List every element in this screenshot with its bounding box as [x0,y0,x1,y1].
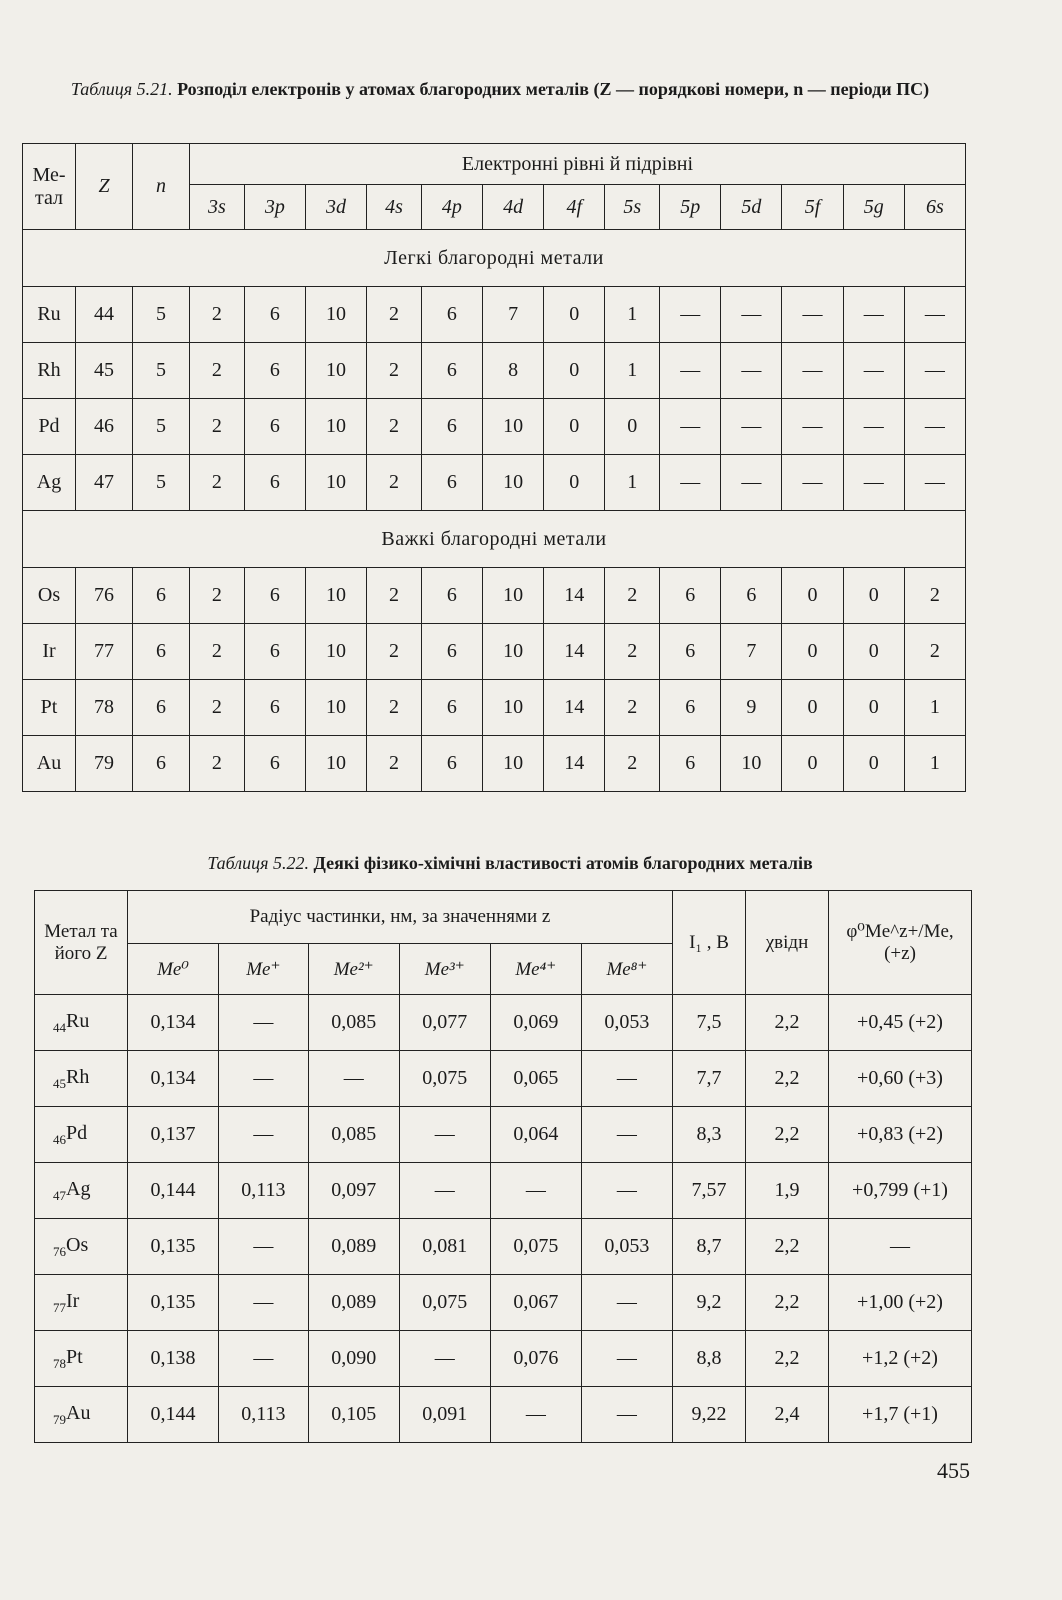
table-cell: 2 [367,287,422,343]
table-cell: 10 [305,680,366,736]
sublevel-header: 3d [305,185,366,230]
table-cell: 79 [76,736,133,792]
metal-symbol: Pt [66,1345,83,1368]
table-cell: 0 [843,624,904,680]
radius-value: — [219,1331,309,1387]
table-cell: 5 [133,343,190,399]
table-row [35,1387,972,1443]
table-cell: 1 [904,680,965,736]
table-cell: 10 [483,680,544,736]
potential-value: +1,7 (+1) [829,1387,972,1443]
table-cell: — [660,399,721,455]
table-cell: 6 [660,680,721,736]
metal-symbol: Au [23,736,76,792]
table-cell: 6 [244,455,305,511]
table-cell: 0 [843,680,904,736]
table-cell: 0 [782,680,843,736]
table-cell: 2 [605,568,660,624]
table-cell: 2 [190,736,245,792]
table-5-21-title: Розподіл електронів у атомах благородних металів (Z — порядкові номери, n — періоди ПС) [177,79,930,99]
radius-value: 0,090 [308,1331,399,1387]
table-cell: 2 [367,624,422,680]
table-cell: 47 [76,455,133,511]
radius-column-header: Me⁰ [128,944,219,995]
sublevel-header: 5f [782,185,843,230]
radius-value: — [399,1163,490,1219]
radius-value: — [581,1275,672,1331]
table-cell: 10 [305,568,366,624]
table-cell: 2 [605,680,660,736]
metal-symbol: Ru [66,1009,90,1032]
radius-value: — [581,1331,672,1387]
table-cell: — [843,287,904,343]
table-row [35,1107,972,1163]
table-cell: 46 [76,399,133,455]
table-cell: 10 [483,736,544,792]
table-row [35,1051,972,1107]
table-cell: 0 [843,568,904,624]
radius-value: — [490,1387,581,1443]
metal-symbol: Pt [23,680,76,736]
table-cell: — [904,287,965,343]
table-row [23,399,966,455]
table-5-21-caption [20,78,980,100]
electronegativity-value: 1,9 [746,1163,829,1219]
sublevel-header: 6s [904,185,965,230]
table-cell: 6 [421,455,482,511]
radius-value: 0,053 [581,995,672,1051]
table-cell: 0 [544,343,605,399]
table-cell: 0 [843,736,904,792]
sublevel-header: 4d [483,185,544,230]
table-cell: 2 [367,343,422,399]
table-cell: — [843,455,904,511]
header-potential [829,891,972,995]
radius-value: — [219,1219,309,1275]
table-cell: — [843,343,904,399]
radius-value: — [399,1331,490,1387]
table-row [23,287,966,343]
metal-symbol: Pd [23,399,76,455]
section-title: Легкі благородні метали [23,230,966,287]
table-row [23,736,966,792]
table-cell: 6 [244,287,305,343]
table-cell: 10 [305,736,366,792]
radius-value: — [219,1275,309,1331]
atomic-number: 76 [53,1243,66,1259]
metal-cell [35,1331,128,1387]
table-cell: 2 [190,287,245,343]
potential-value: +0,60 (+3) [829,1051,972,1107]
table-cell: 2 [367,568,422,624]
header-metal: Ме-тал [23,144,76,230]
table-cell: 10 [305,624,366,680]
table-cell: 10 [305,455,366,511]
table-cell: — [904,399,965,455]
table-row [23,455,966,511]
table-cell: 6 [421,399,482,455]
sublevel-header: 4p [421,185,482,230]
sublevel-header: 5s [605,185,660,230]
ionization-value: 8,7 [673,1219,746,1275]
ionization-value: 9,2 [673,1275,746,1331]
table-cell: 5 [133,399,190,455]
table-cell: — [782,455,843,511]
radius-column-header: Me⁸⁺ [581,944,672,995]
table-cell: 2 [190,399,245,455]
header-potential-label: φ⁰Me^z+/Me, [846,921,954,942]
table-cell: 0 [544,287,605,343]
radius-value: 0,113 [219,1387,309,1443]
header-metal-z: Метал та його Z [35,891,128,995]
radius-value: — [399,1107,490,1163]
radius-value: 0,075 [490,1219,581,1275]
header-radius: Радіус частинки, нм, за значеннями z [128,891,673,944]
table-cell: 10 [483,455,544,511]
radius-value: 0,089 [308,1275,399,1331]
atomic-number: 46 [53,1131,66,1147]
sublevel-header: 3s [190,185,245,230]
radius-value: — [219,995,309,1051]
radius-value: 0,069 [490,995,581,1051]
radius-value: 0,085 [308,995,399,1051]
metal-cell [35,1387,128,1443]
potential-value: +0,799 (+1) [829,1163,972,1219]
atomic-number: 78 [53,1355,66,1371]
radius-value: 0,081 [399,1219,490,1275]
table-cell: 6 [244,568,305,624]
table-cell: — [782,287,843,343]
table-cell: — [660,455,721,511]
radius-value: 0,075 [399,1051,490,1107]
table-cell: 2 [367,399,422,455]
radius-value: 0,137 [128,1107,219,1163]
table-cell: — [904,343,965,399]
metal-symbol: Os [23,568,76,624]
table-5-22-label: Таблиця 5.22. [207,853,309,873]
radius-value: 0,144 [128,1163,219,1219]
metal-symbol: Au [66,1401,91,1424]
table-cell: 6 [244,624,305,680]
header-z: Z [76,144,133,230]
radius-value: 0,089 [308,1219,399,1275]
table-cell: 10 [483,399,544,455]
table-5-22-caption [90,852,930,874]
table-cell: — [660,287,721,343]
table-5-21-label: Таблиця 5.21. [70,79,173,99]
header-electron-levels: Електронні рівні й підрівні [190,144,966,185]
radius-value: 0,105 [308,1387,399,1443]
table-cell: — [660,343,721,399]
table-cell: 44 [76,287,133,343]
metal-symbol: Ag [66,1177,91,1200]
table-cell: 10 [305,343,366,399]
ionization-value: 7,57 [673,1163,746,1219]
electronegativity-value: 2,2 [746,1051,829,1107]
metal-symbol: Pd [66,1121,88,1144]
metal-symbol: Rh [23,343,76,399]
potential-value: — [829,1219,972,1275]
metal-symbol: Ir [23,624,76,680]
table-cell: 78 [76,680,133,736]
sublevel-header: 3p [244,185,305,230]
radius-value: — [581,1163,672,1219]
table-cell: 2 [904,568,965,624]
table-cell: 6 [660,624,721,680]
table-cell: 5 [133,455,190,511]
table-cell: 6 [244,399,305,455]
metal-symbol: Ru [23,287,76,343]
radius-value: 0,144 [128,1387,219,1443]
table-cell: 10 [721,736,782,792]
table-cell: 10 [305,287,366,343]
radius-value: 0,064 [490,1107,581,1163]
table-cell: 6 [660,736,721,792]
table-cell: — [782,343,843,399]
table-cell: 6 [421,736,482,792]
sublevel-header: 5p [660,185,721,230]
electronegativity-value: 2,4 [746,1387,829,1443]
table-cell: 2 [367,455,422,511]
section-row [23,511,966,568]
atomic-number: 44 [53,1019,66,1035]
electronegativity-value: 2,2 [746,1107,829,1163]
radius-value: — [581,1051,672,1107]
table-cell: 0 [782,568,843,624]
table-cell: 2 [367,736,422,792]
radius-value: — [490,1163,581,1219]
table-row [35,1275,972,1331]
ionization-value: 9,22 [673,1387,746,1443]
radius-column-header: Me⁴⁺ [490,944,581,995]
table-cell: 6 [421,624,482,680]
ionization-value: 7,7 [673,1051,746,1107]
table-cell: 6 [421,287,482,343]
table-cell: 14 [544,680,605,736]
radius-value: 0,085 [308,1107,399,1163]
radius-column-header: Me²⁺ [308,944,399,995]
radius-value: 0,067 [490,1275,581,1331]
radius-value: 0,134 [128,995,219,1051]
table-row [23,680,966,736]
table-row [23,568,966,624]
radius-value: — [581,1107,672,1163]
radius-value: 0,076 [490,1331,581,1387]
table-cell: — [721,343,782,399]
electronegativity-value: 2,2 [746,995,829,1051]
metal-cell [35,1107,128,1163]
atomic-number: 79 [53,1411,66,1427]
sublevel-header: 4f [544,185,605,230]
table-cell: 2 [190,343,245,399]
table-cell: 2 [190,680,245,736]
electronegativity-value: 2,2 [746,1331,829,1387]
table-cell: 0 [544,399,605,455]
section-row [23,230,966,287]
table-cell: — [721,455,782,511]
table-cell: 1 [605,287,660,343]
sublevel-header: 5d [721,185,782,230]
table-cell: 6 [133,680,190,736]
atomic-number: 47 [53,1187,66,1203]
table-row [23,343,966,399]
physchem-properties-table [34,890,972,1443]
ionization-value: 8,3 [673,1107,746,1163]
table-cell: 10 [305,399,366,455]
radius-value: 0,134 [128,1051,219,1107]
ionization-value: 8,8 [673,1331,746,1387]
table-cell: 1 [605,343,660,399]
electronegativity-value: 2,2 [746,1219,829,1275]
radius-value: 0,138 [128,1331,219,1387]
sublevel-header: 4s [367,185,422,230]
table-cell: 6 [244,680,305,736]
table-cell: 76 [76,568,133,624]
table-cell: 6 [244,343,305,399]
electron-distribution-table [22,143,966,792]
table-cell: — [782,399,843,455]
table-cell: 10 [483,624,544,680]
sublevel-header: 5g [843,185,904,230]
table-row [23,624,966,680]
table-row [35,1163,972,1219]
potential-value: +0,83 (+2) [829,1107,972,1163]
radius-column-header: Me³⁺ [399,944,490,995]
table-cell: 2 [605,624,660,680]
table-cell: 2 [605,736,660,792]
atomic-number: 45 [53,1075,66,1091]
metal-cell [35,1219,128,1275]
table-cell: 5 [133,287,190,343]
table-cell: 0 [605,399,660,455]
electronegativity-value: 2,2 [746,1275,829,1331]
table-row [35,1219,972,1275]
page-number: 455 [937,1458,970,1483]
radius-value: 0,091 [399,1387,490,1443]
radius-value: — [219,1107,309,1163]
table-cell: 6 [244,736,305,792]
radius-value: 0,097 [308,1163,399,1219]
table-cell: — [904,455,965,511]
potential-value: +1,2 (+2) [829,1331,972,1387]
table-cell: — [721,399,782,455]
table-row [35,995,972,1051]
table-cell: 8 [483,343,544,399]
table-cell: 6 [133,568,190,624]
table-row [35,1331,972,1387]
table-cell: 2 [190,624,245,680]
table-cell: 0 [544,455,605,511]
table-cell: 2 [190,455,245,511]
metal-symbol: Ir [66,1289,80,1312]
ionization-value: 7,5 [673,995,746,1051]
table-cell: 14 [544,624,605,680]
metal-symbol: Ag [23,455,76,511]
potential-value: +0,45 (+2) [829,995,972,1051]
section-title: Важкі благородні метали [23,511,966,568]
table-cell: 6 [133,736,190,792]
table-cell: 2 [190,568,245,624]
header-n: n [133,144,190,230]
table-cell: 0 [782,736,843,792]
radius-value: 0,075 [399,1275,490,1331]
radius-value: 0,065 [490,1051,581,1107]
metal-symbol: Rh [66,1065,90,1088]
radius-value: 0,113 [219,1163,309,1219]
table-cell: 6 [660,568,721,624]
table-cell: 6 [721,568,782,624]
header-ionization: I₁ , В [673,891,746,995]
metal-cell [35,995,128,1051]
table-cell: 14 [544,568,605,624]
potential-value: +1,00 (+2) [829,1275,972,1331]
radius-value: — [581,1387,672,1443]
radius-value: 0,135 [128,1275,219,1331]
table-cell: 0 [782,624,843,680]
table-cell: 2 [367,680,422,736]
table-cell: — [721,287,782,343]
radius-value: — [308,1051,399,1107]
radius-value: 0,053 [581,1219,672,1275]
atomic-number: 77 [53,1299,66,1315]
metal-cell [35,1163,128,1219]
table-cell: 6 [421,680,482,736]
table-cell: 77 [76,624,133,680]
radius-value: 0,135 [128,1219,219,1275]
table-cell: 2 [904,624,965,680]
table-cell: 6 [421,343,482,399]
radius-value: 0,077 [399,995,490,1051]
metal-symbol: Os [66,1233,89,1256]
table-cell: 9 [721,680,782,736]
radius-column-header: Me⁺ [219,944,309,995]
table-5-22-title: Деякі фізико-хімічні властивості атомів благородних металів [313,853,813,873]
table-cell: — [843,399,904,455]
table-cell: 1 [904,736,965,792]
metal-cell [35,1275,128,1331]
header-potential-sub: (+z) [884,943,916,964]
radius-value: — [219,1051,309,1107]
table-cell: 7 [483,287,544,343]
table-cell: 14 [544,736,605,792]
table-cell: 6 [133,624,190,680]
table-cell: 1 [605,455,660,511]
table-cell: 6 [421,568,482,624]
metal-cell [35,1051,128,1107]
table-cell: 45 [76,343,133,399]
table-cell: 10 [483,568,544,624]
header-electronegativity: χвідн [746,891,829,995]
table-cell: 7 [721,624,782,680]
